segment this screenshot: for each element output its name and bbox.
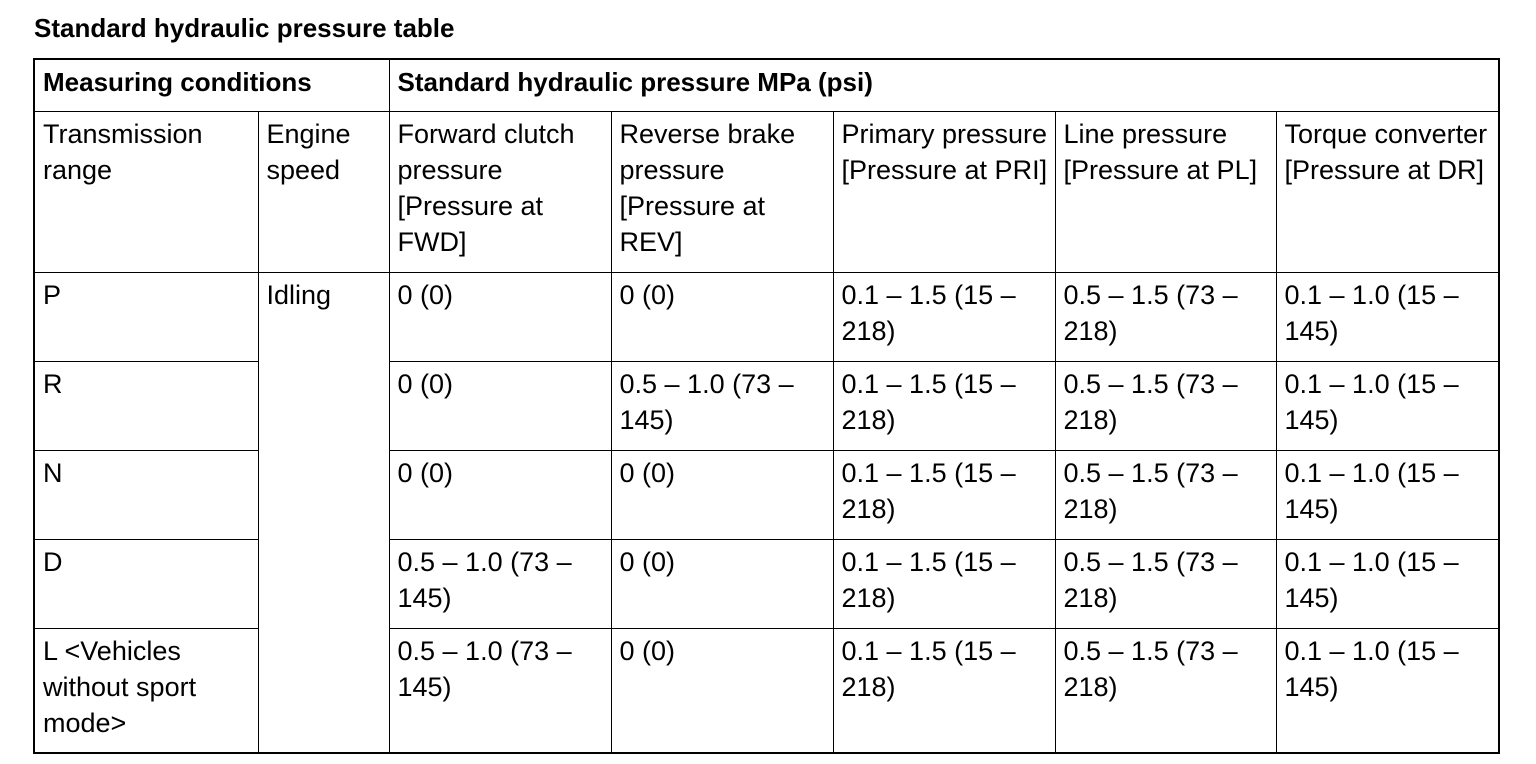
cell-line: 0.5 – 1.5 (73 – 218) — [1055, 539, 1276, 628]
cell-primary: 0.1 – 1.5 (15 – 218) — [833, 272, 1055, 361]
cell-reverse-brake: 0 (0) — [611, 272, 833, 361]
col-header-primary: Primary pressure [Pressure at PRI] — [833, 111, 1055, 272]
cell-forward-clutch: 0.5 – 1.0 (73 – 145) — [389, 539, 611, 628]
col-header-reverse-brake: Reverse brake pressure [Pressure at REV] — [611, 111, 833, 272]
col-header-torque-converter: Torque converter [Pressure at DR] — [1276, 111, 1499, 272]
table-row — [34, 272, 1499, 361]
cell-torque-converter: 0.1 – 1.0 (15 – 145) — [1276, 539, 1499, 628]
measuring-conditions-header: Measuring conditions — [34, 59, 389, 111]
cell-forward-clutch: 0.5 – 1.0 (73 – 145) — [389, 628, 611, 753]
cell-reverse-brake: 0 (0) — [611, 628, 833, 753]
cell-forward-clutch: 0 (0) — [389, 361, 611, 450]
table-title: Standard hydraulic pressure table — [34, 13, 455, 43]
cell-primary: 0.1 – 1.5 (15 – 218) — [833, 361, 1055, 450]
cell-range: P — [34, 272, 258, 361]
cell-reverse-brake: 0 (0) — [611, 539, 833, 628]
column-header-row — [34, 111, 1499, 272]
cell-forward-clutch: 0 (0) — [389, 450, 611, 539]
cell-torque-converter: 0.1 – 1.0 (15 – 145) — [1276, 628, 1499, 753]
cell-line: 0.5 – 1.5 (73 – 218) — [1055, 361, 1276, 450]
cell-reverse-brake: 0.5 – 1.0 (73 – 145) — [611, 361, 833, 450]
cell-reverse-brake: 0 (0) — [611, 450, 833, 539]
col-header-transmission-range: Transmission range — [34, 111, 258, 272]
cell-line: 0.5 – 1.5 (73 – 218) — [1055, 628, 1276, 753]
cell-range: L <Vehicles without sport mode> — [34, 628, 258, 753]
col-header-forward-clutch: Forward clutch pressure [Pressure at FWD] — [389, 111, 611, 272]
table-row — [34, 361, 1499, 450]
table-row — [34, 450, 1499, 539]
cell-line: 0.5 – 1.5 (73 – 218) — [1055, 450, 1276, 539]
table-row — [34, 539, 1499, 628]
cell-range: N — [34, 450, 258, 539]
table-row — [34, 628, 1499, 753]
hydraulic-pressure-table — [33, 58, 1500, 754]
cell-torque-converter: 0.1 – 1.0 (15 – 145) — [1276, 361, 1499, 450]
cell-primary: 0.1 – 1.5 (15 – 218) — [833, 450, 1055, 539]
cell-torque-converter: 0.1 – 1.0 (15 – 145) — [1276, 450, 1499, 539]
cell-line: 0.5 – 1.5 (73 – 218) — [1055, 272, 1276, 361]
cell-forward-clutch: 0 (0) — [389, 272, 611, 361]
cell-primary: 0.1 – 1.5 (15 – 218) — [833, 628, 1055, 753]
cell-range: R — [34, 361, 258, 450]
col-header-engine-speed: Engine speed — [258, 111, 389, 272]
cell-torque-converter: 0.1 – 1.0 (15 – 145) — [1276, 272, 1499, 361]
cell-primary: 0.1 – 1.5 (15 – 218) — [833, 539, 1055, 628]
group-header-row — [34, 59, 1499, 111]
cell-engine-speed: Idling — [258, 272, 389, 753]
col-header-line: Line pressure [Pressure at PL] — [1055, 111, 1276, 272]
cell-range: D — [34, 539, 258, 628]
standard-pressure-header: Standard hydraulic pressure MPa (psi) — [389, 59, 1499, 111]
